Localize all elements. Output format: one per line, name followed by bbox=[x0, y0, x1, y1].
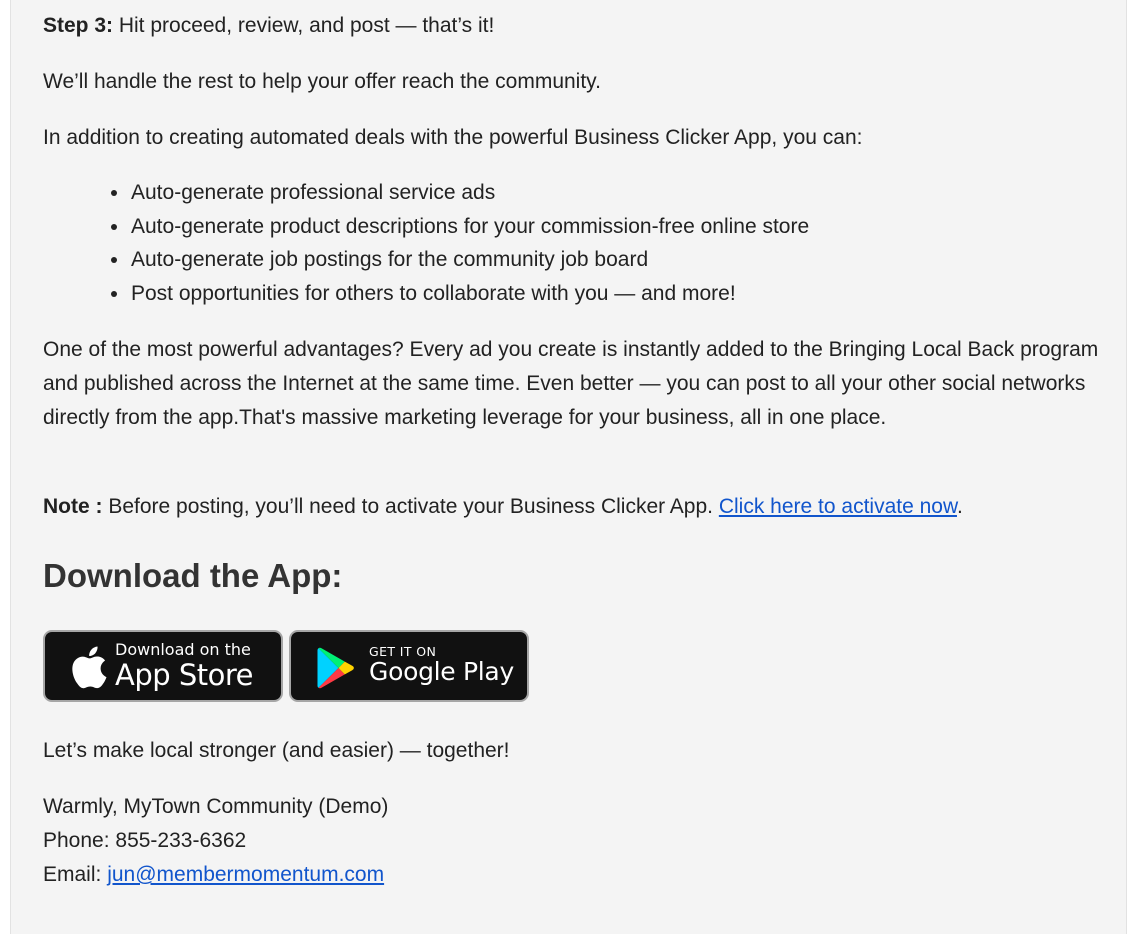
step-3-text: Hit proceed, review, and post — that’s it! bbox=[113, 14, 495, 37]
advantages-paragraph: One of the most powerful advantages? Every ad you create is instantly added to the Bringing Local Back program and published across the Internet at the same time. Even better — you can post to all your other social networks directly from the app.That's massive marketing leverage for your business, all in one place. bbox=[43, 338, 1099, 429]
note-trailing: . bbox=[956, 495, 963, 518]
signature-email-row bbox=[43, 858, 388, 892]
signature-closing: Warmly, MyTown Community (Demo) bbox=[43, 795, 389, 818]
step-3-paragraph bbox=[43, 9, 494, 43]
note-paragraph bbox=[43, 490, 963, 524]
google-play-big-text: Google Play bbox=[369, 657, 514, 686]
google-play-icon bbox=[317, 647, 355, 689]
google-play-small-text: GET IT ON bbox=[369, 644, 437, 659]
step-3-label: Step 3: bbox=[43, 14, 114, 37]
signature-phone: Phone: 855-233-6362 bbox=[43, 829, 247, 852]
addition-paragraph: In addition to creating automated deals with the powerful Business Clicker App, you can: bbox=[43, 126, 863, 149]
note-text: Before posting, you’ll need to activate your Business Clicker App. bbox=[102, 495, 719, 518]
google-play-button[interactable] bbox=[289, 630, 529, 702]
email-body bbox=[10, 0, 1127, 934]
list-item: Auto-generate product descriptions for your commission-free online store bbox=[131, 210, 809, 244]
app-store-small-text: Download on the bbox=[115, 640, 251, 659]
app-store-big-text: App Store bbox=[115, 658, 254, 692]
list-item: Auto-generate job postings for the community job board bbox=[131, 243, 809, 277]
download-title: Download the App: bbox=[43, 557, 343, 594]
app-store-button[interactable] bbox=[43, 630, 283, 702]
note-label: Note : bbox=[43, 495, 103, 518]
signature-block bbox=[43, 790, 388, 892]
together-paragraph: Let’s make local stronger (and easier) — together! bbox=[43, 739, 510, 762]
activate-link[interactable]: Click here to activate now bbox=[718, 495, 957, 518]
list-item: Post opportunities for others to collaborate with you — and more! bbox=[131, 277, 809, 311]
list-item: Auto-generate professional service ads bbox=[131, 176, 809, 210]
feature-list bbox=[43, 176, 809, 310]
apple-icon bbox=[70, 645, 107, 689]
email-label: Email: bbox=[43, 863, 108, 886]
handle-paragraph: We’ll handle the rest to help your offer reach the community. bbox=[43, 70, 601, 93]
email-link[interactable]: jun@membermomentum.com bbox=[107, 863, 385, 886]
